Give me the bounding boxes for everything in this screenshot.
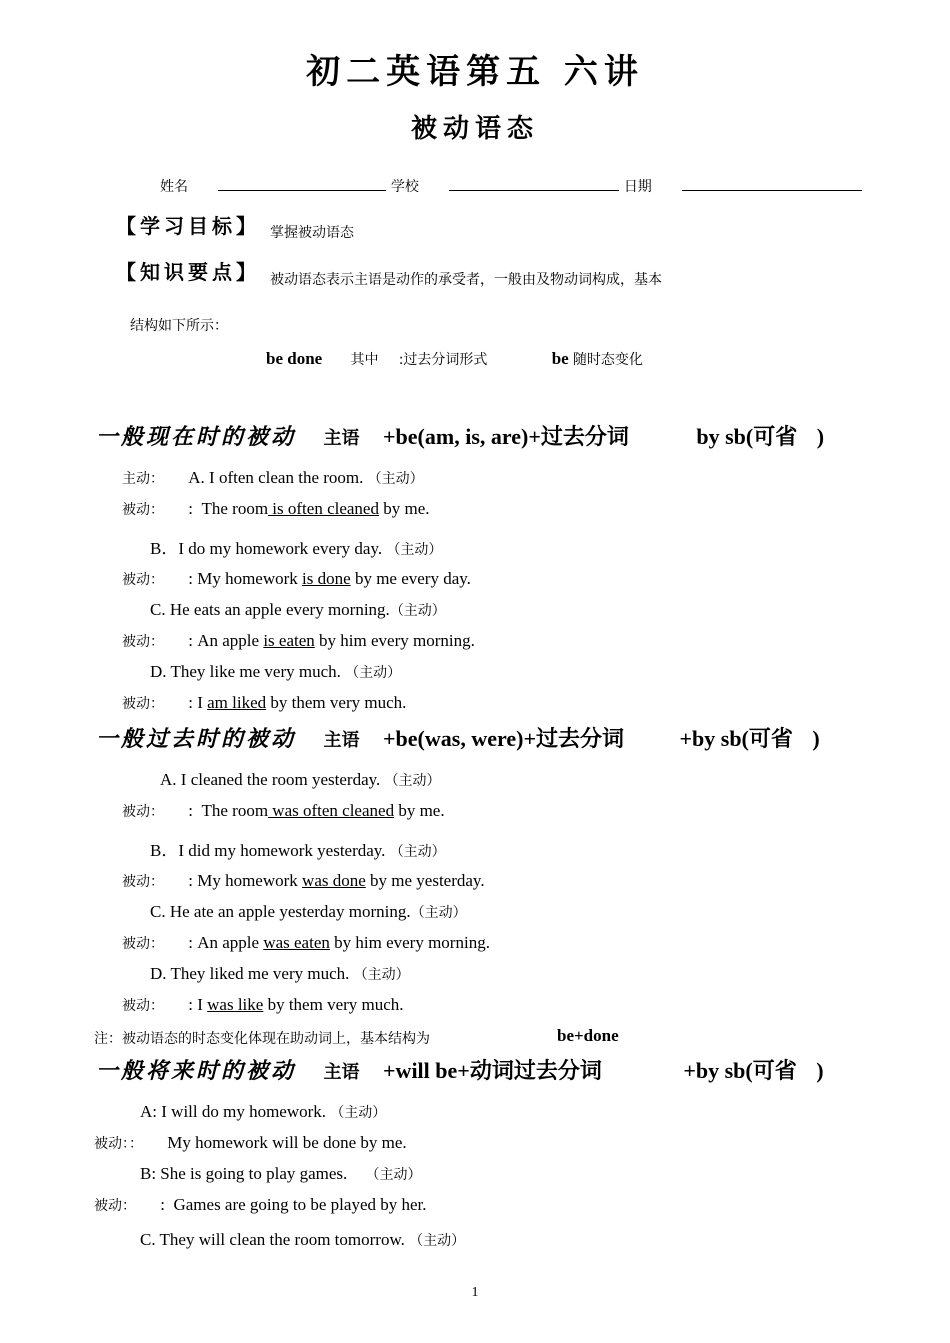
example-text: by me yesterday. — [365, 871, 485, 890]
example-text: A: I will do my homework. — [140, 1102, 327, 1121]
info-line — [160, 176, 862, 196]
example-text: : I — [188, 693, 208, 712]
section2-note: 注：被动语态的时态变化体现在助动词上，基本结构为 — [94, 1031, 430, 1047]
example-note: （主动） — [389, 603, 446, 619]
section3-struct: 主语 — [323, 1062, 360, 1083]
example-label: 被动： — [122, 696, 164, 712]
objective-text: 掌握被动语态 — [270, 225, 354, 241]
example-text: B．I did my homework yesterday. — [150, 841, 386, 860]
example-note: （主动） — [410, 905, 467, 921]
s2-ex-d — [150, 964, 410, 984]
example-note: （主动） — [330, 1105, 387, 1121]
section1-formula: +be(am, is, are)+过去分词 — [383, 424, 629, 449]
s3-ex-a — [140, 1102, 386, 1122]
s3-ex-b — [140, 1164, 422, 1184]
section1-struct: 主语 — [323, 428, 360, 449]
example-text: C. They will clean the room tomorrow. — [140, 1230, 405, 1249]
section2-note-formula: be+done — [557, 1026, 619, 1045]
example-underline: is done — [302, 569, 351, 588]
formula-bold-2: be — [551, 349, 569, 368]
example-text: by him every morning. — [314, 631, 475, 650]
s2-ex-a-passive — [122, 801, 445, 821]
section1-title: 一般现在时的被动 — [96, 424, 297, 450]
section3-by: +by sb(可省 — [683, 1058, 797, 1083]
example-label: 被动： — [94, 1198, 136, 1214]
page-title: 初二英语第五 六讲 — [306, 52, 644, 92]
s2-ex-c — [150, 902, 467, 922]
section1-close: ) — [816, 424, 825, 449]
example-text: B．I do my homework every day. — [150, 539, 383, 558]
page-subtitle: 被动语态 — [410, 114, 539, 144]
example-label: 被动： — [122, 998, 164, 1014]
example-text: A. I cleaned the room yesterday. — [160, 770, 381, 789]
name-label: 姓名 — [160, 179, 188, 195]
s3-ex-b-passive — [94, 1195, 427, 1215]
s2-ex-d-passive — [122, 995, 404, 1015]
example-text: by him every morning. — [329, 933, 490, 952]
s1-ex-b — [150, 534, 442, 559]
example-text: by me. — [378, 499, 430, 518]
example-note: （主动） — [353, 967, 410, 983]
school-label: 学校 — [390, 179, 419, 195]
date-label: 日期 — [623, 179, 652, 195]
section3-header — [96, 1054, 824, 1085]
example-underline: was done — [302, 871, 366, 890]
s1-ex-d-passive — [122, 693, 406, 713]
formula-text-2: 随时态变化 — [572, 352, 643, 368]
example-note: （主动） — [409, 1233, 466, 1249]
example-label: 被动： — [122, 502, 164, 518]
s1-ex-c — [150, 600, 446, 620]
example-text: D. They like me very much. — [150, 662, 341, 681]
example-label: 被动：： — [94, 1136, 143, 1152]
example-underline: is often cleaned — [268, 499, 379, 518]
example-label: 主动： — [122, 471, 164, 487]
objective-label: 【学习目标】 — [116, 214, 260, 238]
example-text: : My homework — [188, 871, 303, 890]
section2-header — [96, 722, 820, 753]
s2-ex-c-passive — [122, 933, 490, 953]
example-underline: was eaten — [263, 933, 330, 952]
example-label: 被动： — [122, 874, 164, 890]
example-label: 被动： — [122, 634, 164, 650]
example-text: : Games are going to be played by her. — [160, 1195, 427, 1214]
example-text: A. I often clean the room. — [188, 468, 364, 487]
section2-formula: +be(was, were)+过去分词 — [383, 726, 624, 751]
example-text: B: She is going to play games. — [140, 1164, 348, 1183]
example-underline: is eaten — [263, 631, 315, 650]
s1-ex-d — [150, 662, 401, 682]
formula-text: :过去分词形式 — [398, 352, 488, 368]
example-text: : The room — [188, 499, 269, 518]
example-note: （主动） — [367, 471, 424, 487]
example-text: : My homework — [188, 569, 303, 588]
section1-header — [96, 420, 824, 451]
section2-struct: 主语 — [323, 730, 360, 751]
example-note: （主动） — [345, 665, 402, 681]
section2-by: +by sb(可省 — [679, 726, 793, 751]
s3-ex-c — [140, 1230, 465, 1250]
example-text: by me every day. — [350, 569, 471, 588]
example-underline: was like — [207, 995, 264, 1014]
example-label: 被动： — [122, 936, 164, 952]
school-blank[interactable] — [449, 176, 619, 191]
section3-formula: +will be+动词过去分词 — [383, 1058, 602, 1083]
example-text: : An apple — [188, 933, 264, 952]
example-label: 被动： — [122, 572, 164, 588]
example-note: （主动） — [386, 542, 443, 558]
key-points-text2: 结构如下所示： — [130, 318, 228, 334]
s1-ex-a-passive — [122, 499, 430, 519]
example-label: 被动： — [122, 804, 164, 820]
example-text: : I — [188, 995, 208, 1014]
example-text: by me. — [394, 801, 445, 820]
s1-ex-c-passive — [122, 631, 475, 651]
name-blank[interactable] — [218, 176, 386, 191]
section3-title: 一般将来时的被动 — [96, 1058, 297, 1084]
page-number: 1 — [471, 1285, 479, 1300]
example-text: : The room — [188, 801, 269, 820]
example-text: D. They liked me very much. — [150, 964, 350, 983]
formula-line — [266, 349, 643, 369]
example-text: by them very much. — [266, 693, 407, 712]
s2-ex-b — [150, 836, 446, 861]
example-text: : An apple — [188, 631, 264, 650]
formula-label: 其中 — [350, 352, 379, 368]
formula-bold-1: be done — [266, 349, 323, 368]
s1-ex-a — [122, 468, 424, 488]
date-blank[interactable] — [682, 176, 862, 191]
example-text: My homework will be done by me. — [167, 1133, 407, 1152]
example-note: （主动） — [365, 1167, 422, 1183]
example-note: （主动） — [384, 773, 441, 789]
key-points-label: 【知识要点】 — [116, 260, 260, 284]
s2-ex-a — [160, 770, 441, 790]
section2-title: 一般过去时的被动 — [96, 726, 297, 752]
example-note: （主动） — [389, 844, 446, 860]
section3-close: ) — [816, 1058, 824, 1083]
example-text: C. He eats an apple every morning. — [150, 600, 390, 619]
section2-close: ) — [812, 726, 820, 751]
example-underline: was often cleaned — [268, 801, 395, 820]
example-text: C. He ate an apple yesterday morning. — [150, 902, 411, 921]
s3-ex-a-passive — [94, 1133, 407, 1153]
s1-ex-b-passive — [122, 569, 471, 589]
example-text: by them very much. — [263, 995, 404, 1014]
s2-ex-b-passive — [122, 871, 485, 891]
key-points-text: 被动语态表示主语是动作的承受者，一般由及物动词构成，基本 — [270, 272, 662, 288]
section1-by: by sb(可省 — [696, 424, 798, 449]
example-underline: am liked — [207, 693, 267, 712]
